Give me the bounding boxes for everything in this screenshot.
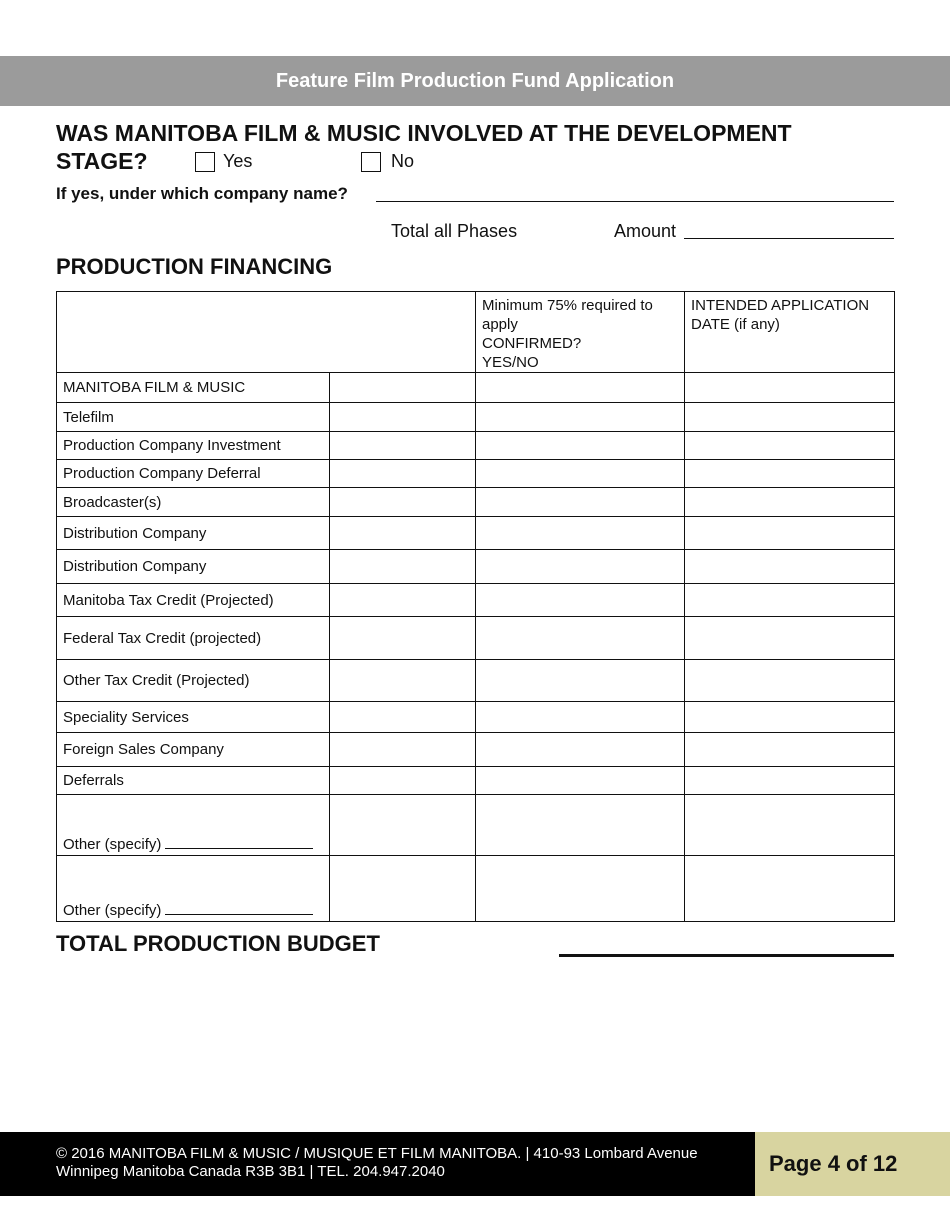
confirmed-cell[interactable] [476, 702, 685, 733]
confirmed-cell[interactable] [476, 550, 685, 584]
no-label: No [391, 151, 415, 171]
amount-cell[interactable] [330, 795, 476, 856]
amount-cell[interactable] [330, 733, 476, 767]
row-label: Other (specify) [63, 902, 162, 919]
row-label: Other (specify) [63, 836, 162, 853]
confirmed-cell[interactable] [476, 403, 685, 432]
yes-label: Yes [223, 151, 253, 171]
confirmed-cell[interactable] [476, 460, 685, 488]
table-row [57, 488, 895, 517]
table-row [57, 432, 895, 460]
amount-cell[interactable] [330, 617, 476, 660]
row-label: Distribution Company [57, 517, 330, 550]
date-cell[interactable] [685, 733, 895, 767]
other-specify-field[interactable] [165, 847, 313, 849]
confirmed-cell[interactable] [476, 795, 685, 856]
confirmed-cell[interactable] [476, 856, 685, 922]
table-row [57, 460, 895, 488]
confirmed-cell[interactable] [476, 767, 685, 795]
amount-cell[interactable] [330, 702, 476, 733]
table-row [57, 702, 895, 733]
development-question-line2: STAGE? [56, 148, 148, 174]
amount-cell[interactable] [330, 660, 476, 702]
amount-cell[interactable] [330, 767, 476, 795]
date-cell[interactable] [685, 517, 895, 550]
total-budget-title: TOTAL PRODUCTION BUDGET [56, 931, 380, 956]
row-label: Telefilm [57, 403, 330, 432]
amount-cell[interactable] [330, 517, 476, 550]
development-question-line1: WAS MANITOBA FILM & MUSIC INVOLVED AT THE DEVELOPMENT [56, 120, 792, 146]
row-label: Foreign Sales Company [57, 733, 330, 767]
row-label: Federal Tax Credit (projected) [57, 617, 330, 660]
footer-copyright: © 2016 MANITOBA FILM & MUSIC / MUSIQUE ET FILM MANITOBA. | 410-93 Lombard Avenue [56, 1145, 698, 1162]
amount-cell[interactable] [330, 403, 476, 432]
confirmed-cell[interactable] [476, 584, 685, 617]
other-specify-field[interactable] [165, 913, 313, 915]
row-label: Distribution Company [57, 550, 330, 584]
table-row [57, 795, 895, 856]
total-phases-label: Total all Phases [391, 221, 518, 241]
company-name-field[interactable] [376, 201, 894, 202]
amount-cell[interactable] [330, 856, 476, 922]
table-header-row [57, 292, 895, 373]
total-budget-field[interactable] [559, 954, 894, 957]
amount-cell[interactable] [330, 432, 476, 460]
date-cell[interactable] [685, 488, 895, 517]
amount-cell[interactable] [330, 584, 476, 617]
date-cell[interactable] [685, 795, 895, 856]
amount-cell[interactable] [330, 488, 476, 517]
footer [0, 1132, 755, 1196]
table-row [57, 373, 895, 403]
yes-checkbox[interactable] [195, 152, 215, 172]
confirmed-cell[interactable] [476, 517, 685, 550]
date-cell[interactable] [685, 403, 895, 432]
table-row [57, 403, 895, 432]
financing-title: PRODUCTION FINANCING [56, 254, 333, 279]
amount-cell[interactable] [330, 550, 476, 584]
amount-label: Amount [614, 221, 677, 241]
footer-address: Winnipeg Manitoba Canada R3B 3B1 | TEL. 204.947.2040 [56, 1163, 445, 1180]
other-specify-cell [57, 795, 330, 856]
page-header: Feature Film Production Fund Application [0, 56, 950, 106]
row-label: Production Company Investment [57, 432, 330, 460]
date-cell[interactable] [685, 584, 895, 617]
development-question [56, 119, 896, 175]
page-number: Page 4 of 12 [755, 1132, 950, 1196]
row-label: Speciality Services [57, 702, 330, 733]
row-label: Other Tax Credit (Projected) [57, 660, 330, 702]
no-checkbox[interactable] [361, 152, 381, 172]
date-cell[interactable] [685, 702, 895, 733]
date-cell[interactable] [685, 767, 895, 795]
row-label: Manitoba Tax Credit (Projected) [57, 584, 330, 617]
row-label: Broadcaster(s) [57, 488, 330, 517]
date-cell[interactable] [685, 432, 895, 460]
table-row [57, 550, 895, 584]
table-row [57, 617, 895, 660]
header-confirmed: Minimum 75% required to apply CONFIRMED? YES/NO [476, 292, 685, 373]
confirmed-cell[interactable] [476, 733, 685, 767]
date-cell[interactable] [685, 660, 895, 702]
table-row [57, 856, 895, 922]
header-blank-cell [57, 292, 476, 373]
amount-cell[interactable] [330, 460, 476, 488]
header-application-date: INTENDED APPLICATION DATE (if any) [685, 292, 895, 373]
row-label: Deferrals [57, 767, 330, 795]
company-name-label: If yes, under which company name? [56, 184, 348, 203]
financing-table [56, 291, 895, 922]
confirmed-cell[interactable] [476, 660, 685, 702]
date-cell[interactable] [685, 856, 895, 922]
date-cell[interactable] [685, 373, 895, 403]
table-row [57, 733, 895, 767]
confirmed-cell[interactable] [476, 617, 685, 660]
other-specify-cell [57, 856, 330, 922]
confirmed-cell[interactable] [476, 432, 685, 460]
row-label: MANITOBA FILM & MUSIC [57, 373, 330, 403]
amount-cell[interactable] [330, 373, 476, 403]
table-row [57, 767, 895, 795]
date-cell[interactable] [685, 550, 895, 584]
table-row [57, 660, 895, 702]
table-row [57, 584, 895, 617]
row-label: Production Company Deferral [57, 460, 330, 488]
amount-field[interactable] [684, 238, 894, 239]
confirmed-cell[interactable] [476, 373, 685, 403]
confirmed-cell[interactable] [476, 488, 685, 517]
date-cell[interactable] [685, 460, 895, 488]
table-row [57, 517, 895, 550]
date-cell[interactable] [685, 617, 895, 660]
